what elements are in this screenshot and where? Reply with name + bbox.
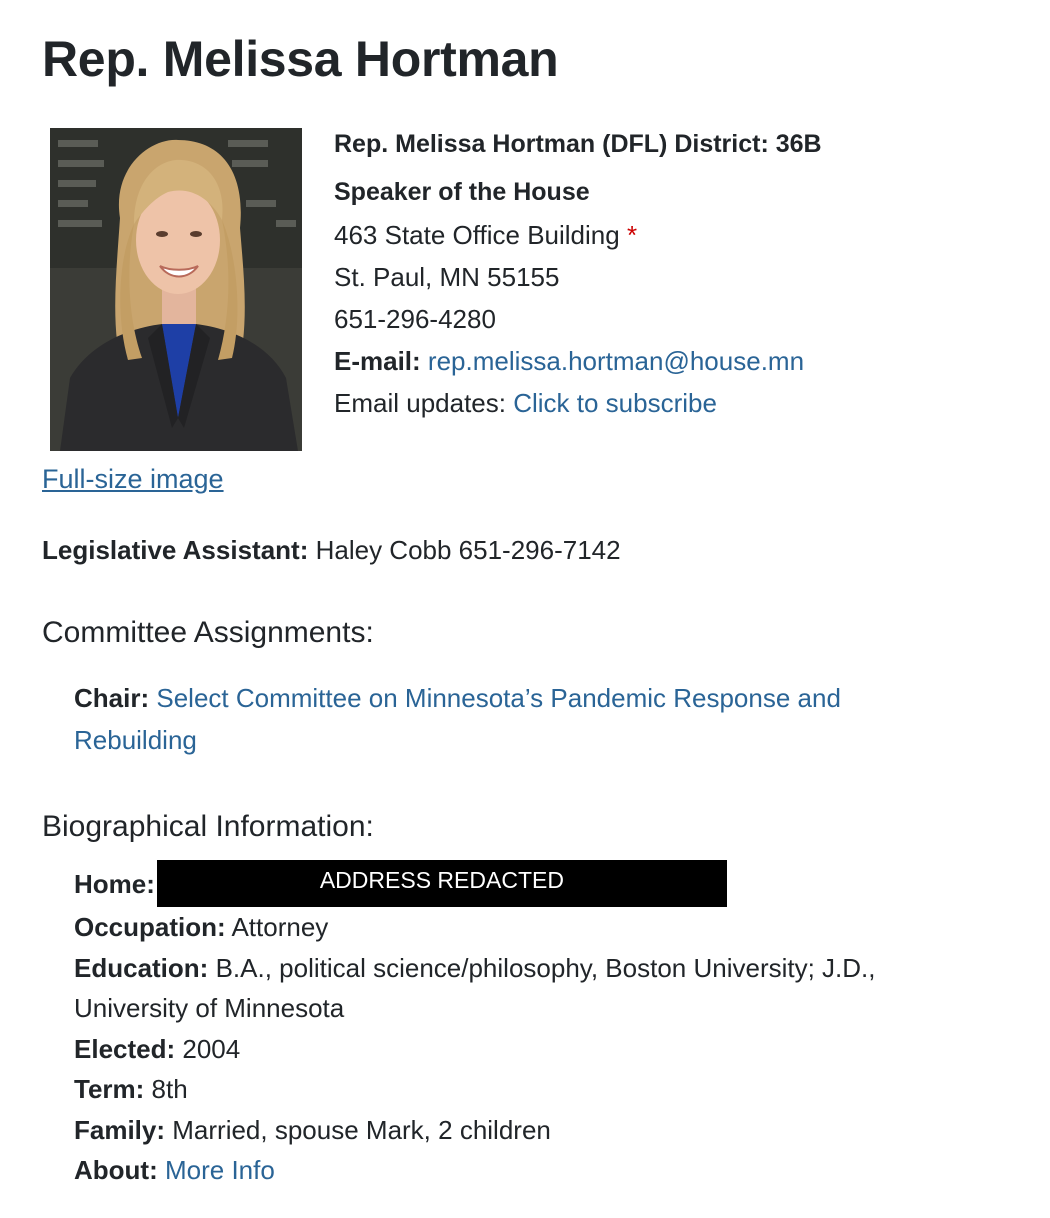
family-value: Married, spouse Mark, 2 children [172, 1114, 551, 1145]
office-phone: 651-296-4280 [334, 304, 496, 334]
office-marker-star: * [626, 220, 638, 250]
member-photo[interactable] [50, 128, 302, 451]
office-address-text: 463 State Office Building [334, 220, 620, 250]
assistant-value: Haley Cobb 651-296-7142 [315, 535, 621, 565]
email-label: E-mail: [334, 346, 421, 376]
about-label: About: [74, 1155, 158, 1185]
occupation-label: Occupation: [74, 912, 226, 942]
bio-occupation-row [74, 907, 934, 948]
more-info-link[interactable]: More Info [164, 1155, 275, 1185]
bio-term-row [74, 1069, 934, 1110]
home-label: Home: [74, 869, 155, 899]
bio-education-row [74, 948, 934, 1029]
member-role: Speaker of the House [334, 178, 590, 206]
chair-label: Chair: [74, 683, 150, 713]
redaction-text: ADDRESS REDACTED [319, 867, 564, 893]
committee-assignments-heading: Committee Assignments: [42, 616, 374, 649]
committee-list [74, 677, 904, 761]
email-updates-row [334, 382, 994, 424]
term-label: Term: [74, 1074, 145, 1104]
elected-value: 2004 [182, 1033, 241, 1064]
elected-label: Elected: [74, 1033, 176, 1064]
occupation-value: Attorney [231, 912, 329, 942]
member-name-district: Rep. Melissa Hortman (DFL) District: 36B [334, 130, 822, 158]
office-city: St. Paul, MN 55155 [334, 262, 560, 292]
page-title: Rep. Melissa Hortman [42, 31, 559, 87]
biographical-information-heading: Biographical Information: [42, 810, 374, 843]
bio-family-row [74, 1110, 934, 1151]
biographical-information [74, 864, 934, 1191]
email-row [334, 340, 994, 382]
education-label: Education: [74, 952, 209, 983]
email-updates-label: Email updates: [334, 388, 506, 418]
assistant-label: Legislative Assistant: [42, 535, 309, 565]
term-value: 8th [151, 1074, 188, 1104]
bio-elected-row [74, 1029, 934, 1070]
home-redaction-box [157, 860, 727, 907]
full-size-image-link[interactable]: Full-size image [42, 464, 224, 494]
education-value: B.A., political science/philosophy, Boston University; J.D., University of Minnesota [74, 952, 876, 1023]
legislative-assistant [42, 535, 621, 566]
email-link[interactable]: rep.melissa.hortman@house.mn [427, 346, 805, 376]
contact-info [334, 126, 994, 424]
office-address [334, 214, 994, 256]
family-label: Family: [74, 1114, 166, 1145]
bio-home-row [74, 864, 934, 907]
member-portrait-image [50, 128, 302, 451]
committee-chair-link[interactable]: Select Committee on Minnesota’s Pandemic Response and Rebuilding [74, 683, 841, 755]
bio-about-row [74, 1150, 934, 1191]
subscribe-link[interactable]: Click to subscribe [513, 388, 717, 418]
